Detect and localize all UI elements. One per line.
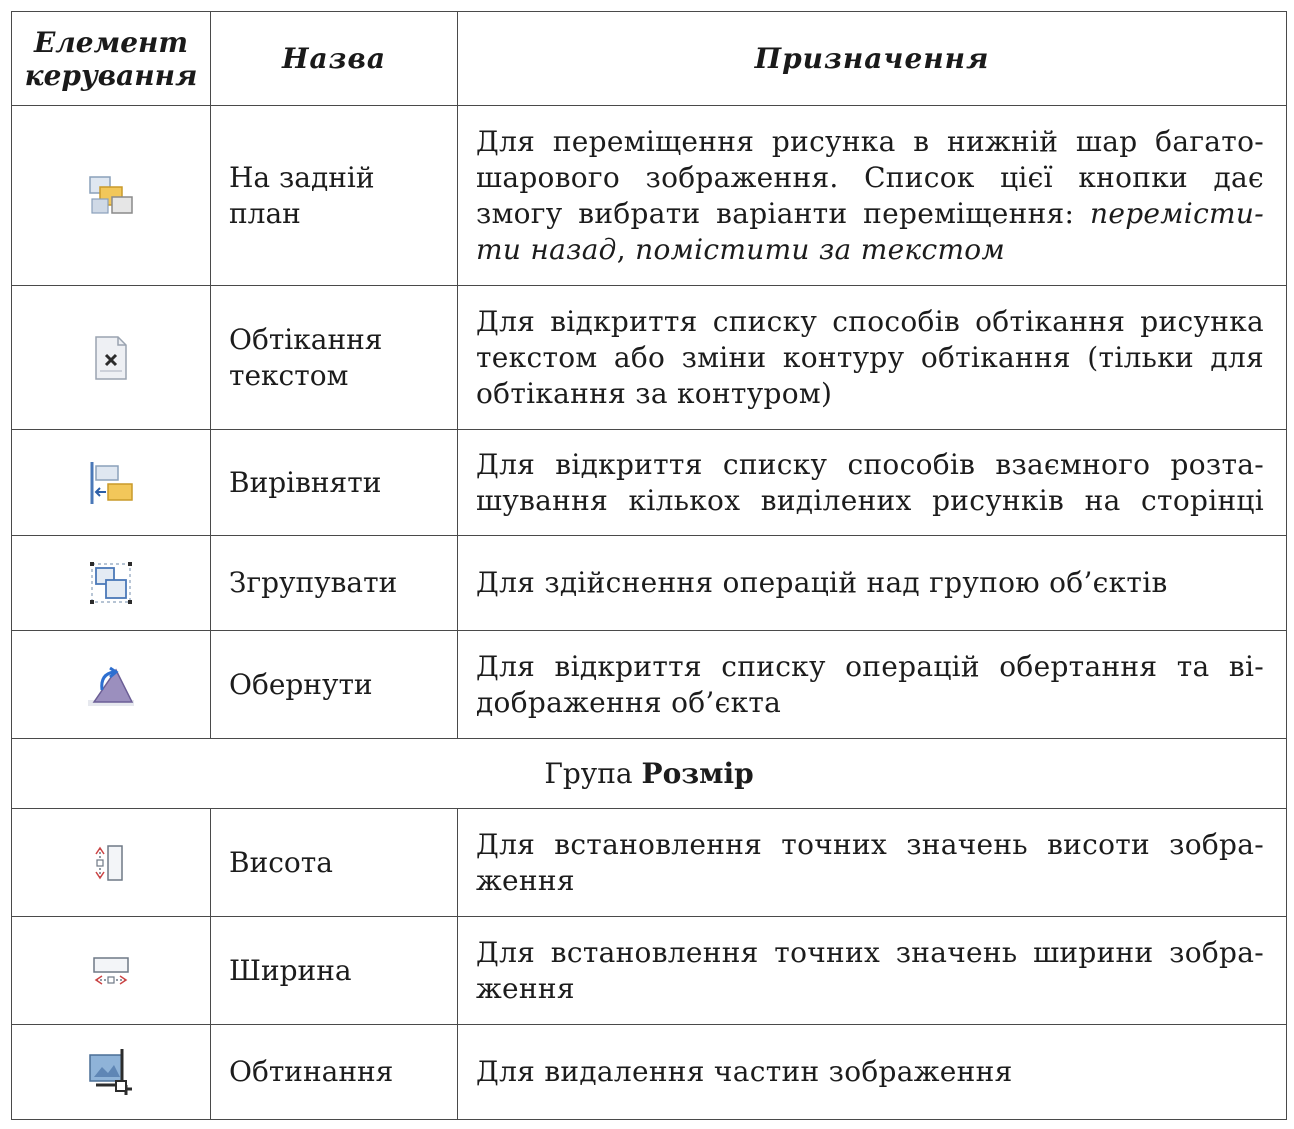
table-row [12,286,1287,430]
desc-line: дображення об’єкта [476,685,782,719]
desc-line: Для відкриття списку способів взаємного розта- [476,447,1264,481]
header-control-line1: Елемент [33,25,189,59]
header-name: Назва [211,12,458,106]
desc-line: Для відкриття списку способів обтікання рисунка [476,304,1264,338]
table-row [12,809,1287,917]
row-name: Ширина [229,953,352,987]
table-row [12,106,1287,286]
row-name: Обтинання [229,1055,394,1088]
desc-text: змогу вибрати варіанти переміщення: [476,196,1090,230]
width-icon [86,946,136,996]
desc-line: Для відкриття списку операцій обертання та ві- [476,649,1264,683]
desc-line: Для видалення частин зображення [476,1055,1013,1088]
desc-line: текстом або зміни контуру обтікання (тільки для [476,340,1264,374]
group-title [12,739,1287,809]
header-control-line2: керування [24,58,198,92]
table-row [12,631,1287,739]
desc-line: ження [476,863,575,897]
table-row [12,430,1287,536]
desc-separator: , [616,232,636,266]
desc-emphasis: помістити за текстом [635,232,1005,266]
desc-line: Для встановлення точних значень ширини зобра- [476,935,1264,969]
desc-line: обтікання за контуром) [476,376,833,410]
table-row [12,536,1287,631]
align-icon [86,458,136,508]
crop-icon [86,1047,136,1097]
table-row [12,1025,1287,1120]
row-name: Обернути [229,667,373,701]
rotate-icon [86,660,136,710]
row-name: Вирівняти [229,465,382,499]
row-name-line1: Обтікання [229,322,383,356]
table-row [12,917,1287,1025]
group-icon [86,558,136,608]
header-purpose: Призначення [458,12,1287,106]
desc-line [476,232,1264,268]
group-name: Розмір [641,757,754,790]
row-name-line2: план [229,196,301,230]
wrap-text-icon [86,333,136,383]
header-row [12,12,1287,106]
desc-line: ження [476,971,575,1005]
desc-emphasis: ти назад [476,232,617,266]
header-control [12,12,211,106]
desc-line: Для встановлення точних значень висоти зобра- [476,827,1264,861]
controls-table [11,11,1287,1120]
desc-line: шарового зображення. Список цієї кнопки дає [476,160,1264,194]
row-name-line1: На задній [229,160,375,194]
row-name-line2: текстом [229,358,349,392]
group-row [12,739,1287,809]
height-icon [86,838,136,888]
desc-line: шування кількох виділених рисунків на сторінці [476,483,1264,517]
desc-line [476,196,1264,232]
desc-line: Для здійснення операцій над групою об’єктів [476,566,1168,599]
send-to-back-icon [86,171,136,221]
desc-emphasis: перемісти- [1090,196,1264,230]
desc-line: Для переміщення рисунка в нижній шар багато- [476,124,1264,158]
row-name: Згрупувати [229,566,398,599]
row-name: Висота [229,845,333,879]
group-prefix: Група [544,757,642,790]
